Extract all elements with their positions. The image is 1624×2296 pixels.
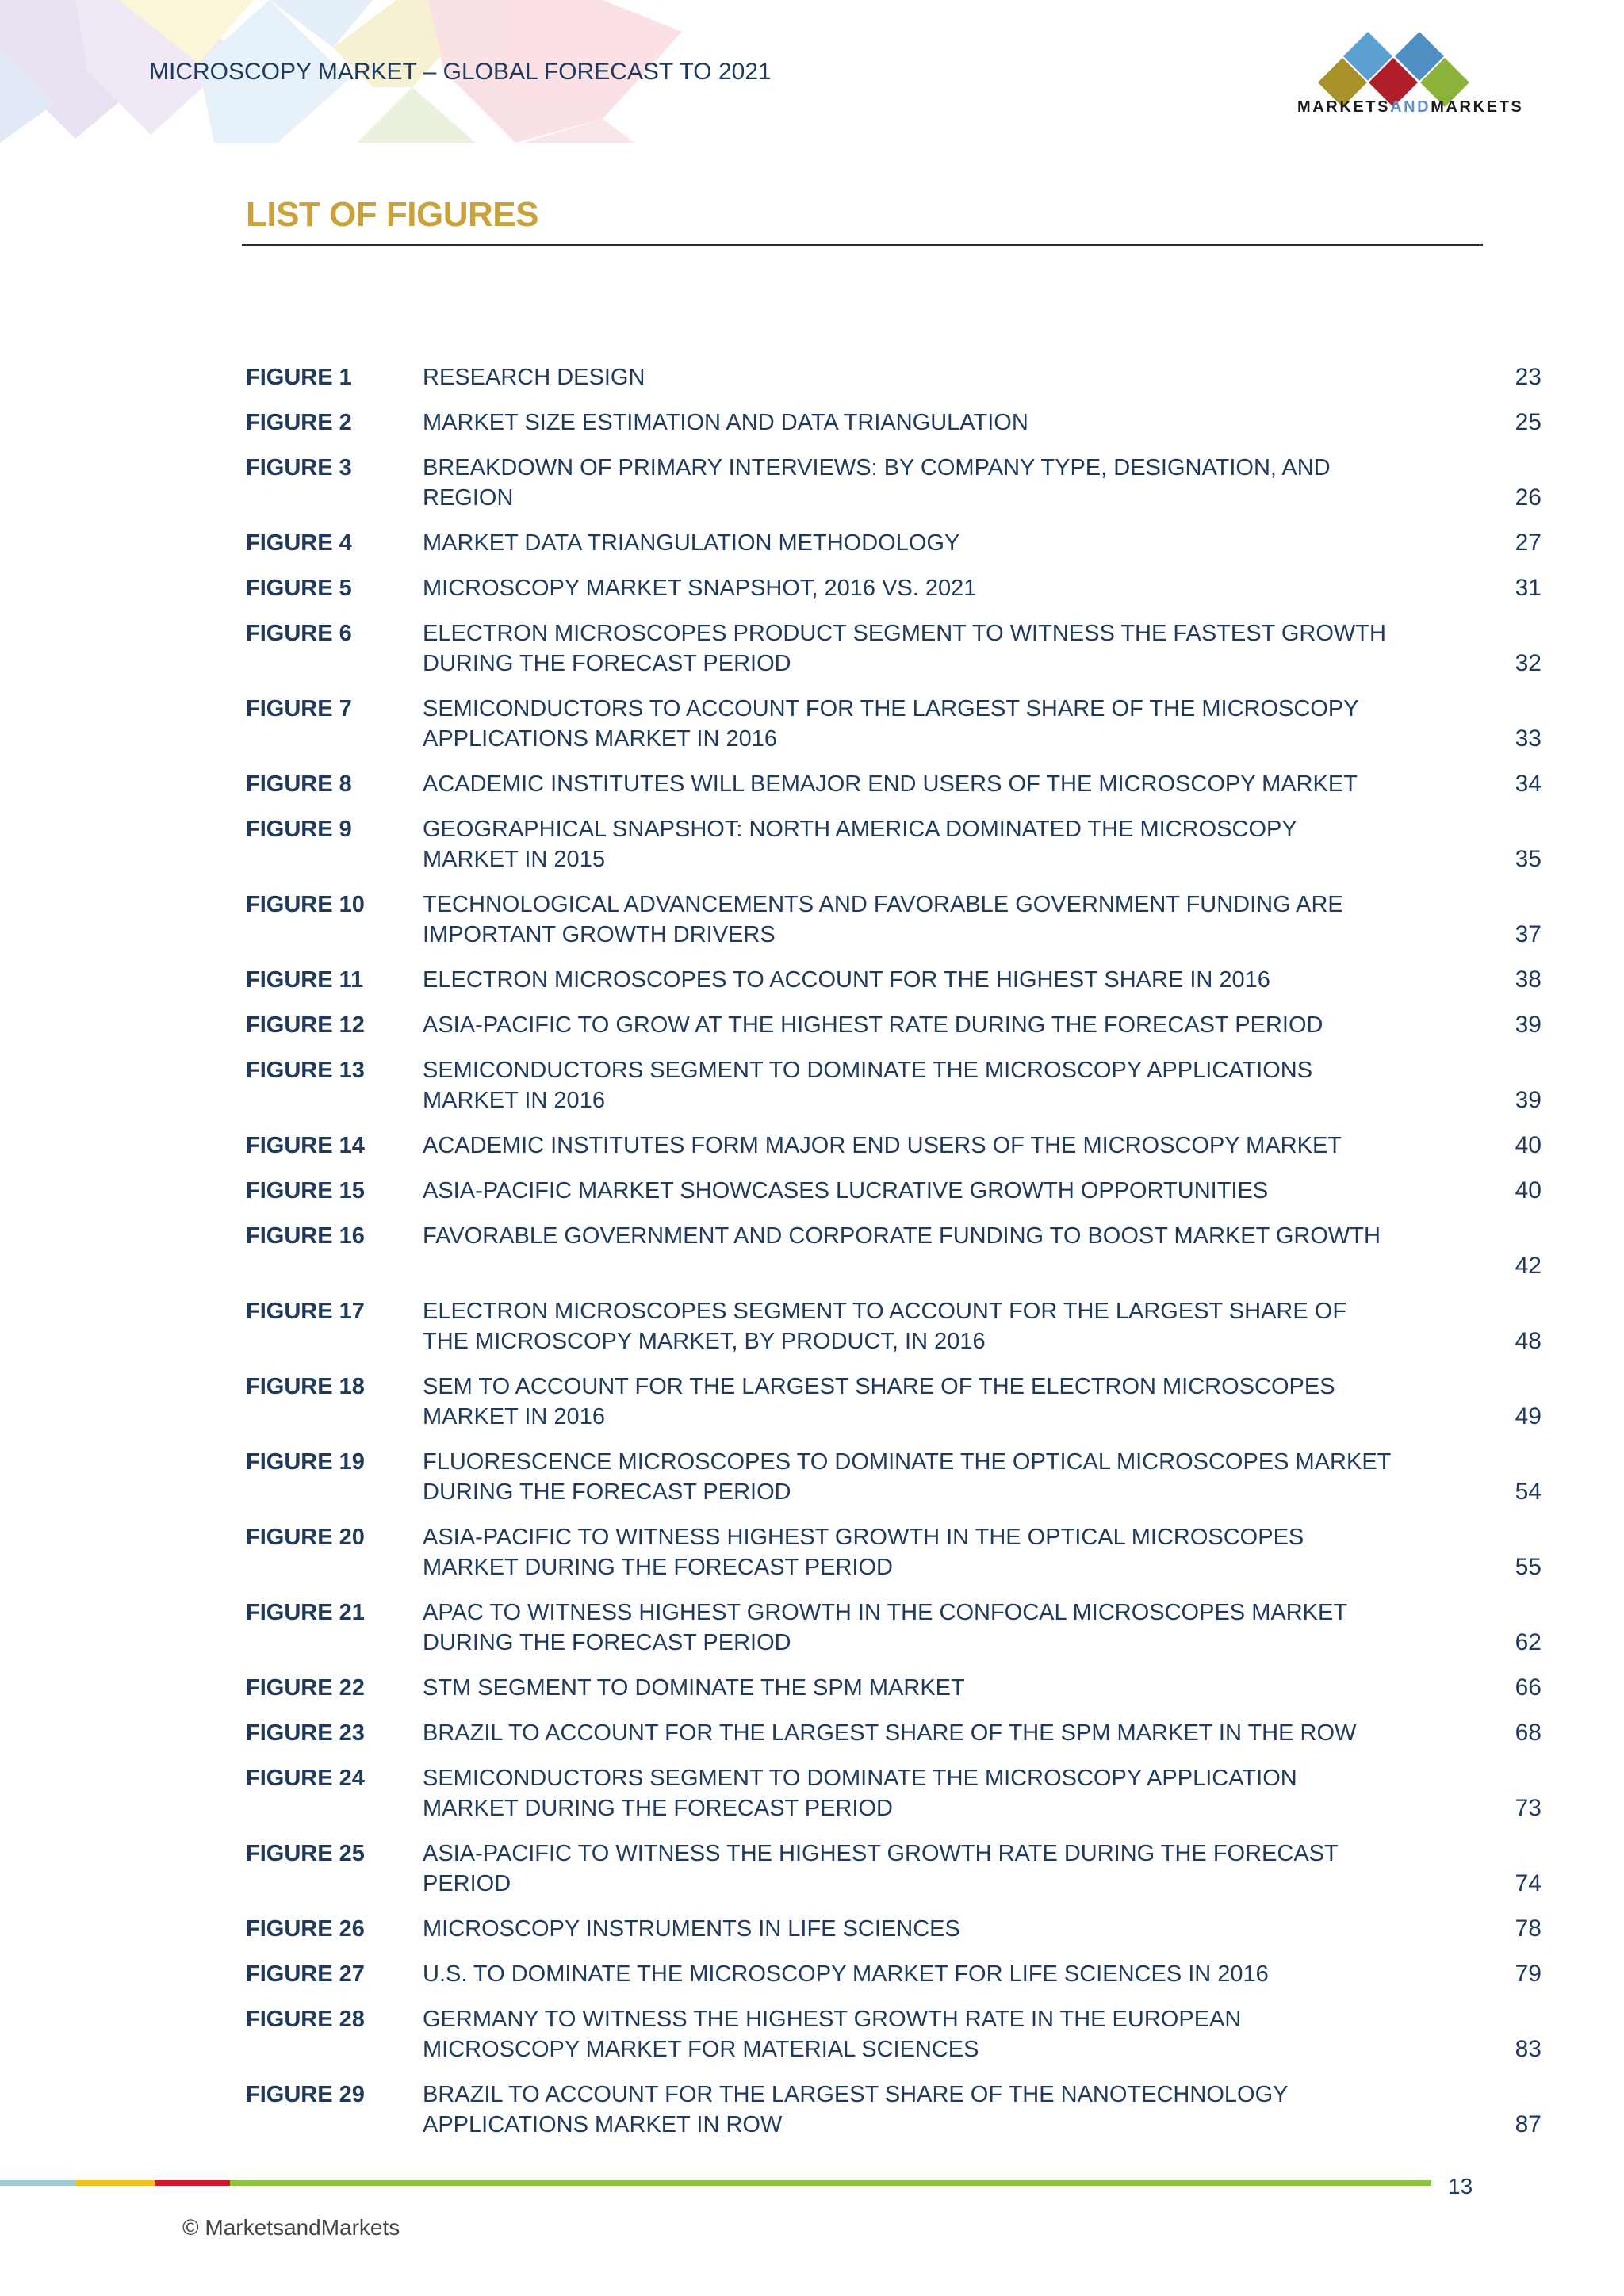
- figure-entry[interactable]: [0, 1522, 1624, 1582]
- figure-title: MARKET DATA TRIANGULATION METHODOLOGY: [423, 530, 960, 556]
- figure-page-number: 87: [1515, 2111, 1542, 2137]
- figure-title: SEM TO ACCOUNT FOR THE LARGEST SHARE OF THE ELECTRON MICROSCOPES MARKET IN 2016: [423, 1374, 1335, 1429]
- figure-entry[interactable]: [0, 1447, 1624, 1507]
- figure-page-number: 55: [1515, 1554, 1542, 1580]
- figure-label: FIGURE 24: [246, 1766, 365, 1791]
- figure-label: FIGURE 6: [246, 621, 352, 646]
- figure-title: ASIA-PACIFIC TO WITNESS HIGHEST GROWTH IN THE OPTICAL MICROSCOPES MARKET DURING THE FORECAST PERIOD: [423, 1525, 1304, 1580]
- figure-label: FIGURE 1: [246, 365, 352, 390]
- figure-page-number: 68: [1515, 1720, 1542, 1746]
- section-title: LIST OF FIGURES: [246, 195, 538, 234]
- figure-page-number: 49: [1515, 1403, 1542, 1429]
- figure-title: GEOGRAPHICAL SNAPSHOT: NORTH AMERICA DOMINATED THE MICROSCOPY MARKET IN 2015: [423, 817, 1297, 872]
- figure-label: FIGURE 25: [246, 1841, 365, 1866]
- figure-label: FIGURE 20: [246, 1525, 365, 1550]
- figure-title: SEMICONDUCTORS SEGMENT TO DOMINATE THE MICROSCOPY APPLICATION MARKET DURING THE FORECAST PERIOD: [423, 1766, 1297, 1821]
- figure-title: TECHNOLOGICAL ADVANCEMENTS AND FAVORABLE GOVERNMENT FUNDING ARE IMPORTANT GROWTH DRIVERS: [423, 892, 1343, 947]
- figure-entry[interactable]: [0, 573, 1624, 603]
- figure-page-number: 48: [1515, 1328, 1542, 1354]
- figure-title: GERMANY TO WITNESS THE HIGHEST GROWTH RATE IN THE EUROPEAN MICROSCOPY MARKET FOR MATERIAL SCIENCES: [423, 2007, 1242, 2062]
- figure-entry[interactable]: [0, 890, 1624, 950]
- figure-entry[interactable]: [0, 1959, 1624, 1989]
- figure-label: FIGURE 2: [246, 410, 352, 435]
- title-divider: [242, 244, 1483, 246]
- figure-page-number: 37: [1515, 921, 1542, 947]
- figure-title: U.S. TO DOMINATE THE MICROSCOPY MARKET FOR LIFE SCIENCES IN 2016: [423, 1961, 1269, 1987]
- figure-page-number: 40: [1515, 1177, 1542, 1203]
- figure-title: APAC TO WITNESS HIGHEST GROWTH IN THE CONFOCAL MICROSCOPES MARKET DURING THE FORECAST PERIOD: [423, 1600, 1347, 1655]
- figure-label: FIGURE 15: [246, 1178, 365, 1203]
- figure-entry[interactable]: [0, 1839, 1624, 1899]
- figure-entry[interactable]: [0, 528, 1624, 558]
- figure-title: ELECTRON MICROSCOPES PRODUCT SEGMENT TO WITNESS THE FASTEST GROWTH DURING THE FORECAST PERIOD: [423, 621, 1386, 676]
- figure-title: ELECTRON MICROSCOPES TO ACCOUNT FOR THE HIGHEST SHARE IN 2016: [423, 967, 1270, 993]
- figure-entry[interactable]: [0, 1055, 1624, 1115]
- figure-label: FIGURE 12: [246, 1012, 365, 1038]
- figure-entry[interactable]: [0, 965, 1624, 995]
- figure-entry[interactable]: [0, 2004, 1624, 2064]
- footer-color-bar: [0, 2180, 1431, 2186]
- figure-title: FLUORESCENCE MICROSCOPES TO DOMINATE THE OPTICAL MICROSCOPES MARKET DURING THE FORECAST PERIOD: [423, 1449, 1391, 1505]
- figure-page-number: 62: [1515, 1629, 1542, 1655]
- figure-page-number: 83: [1515, 2036, 1542, 2062]
- figure-title: ASIA-PACIFIC TO GROW AT THE HIGHEST RATE DURING THE FORECAST PERIOD: [423, 1012, 1323, 1038]
- figure-label: FIGURE 27: [246, 1961, 365, 1987]
- figure-title: ASIA-PACIFIC MARKET SHOWCASES LUCRATIVE GROWTH OPPORTUNITIES: [423, 1178, 1269, 1203]
- figure-entry[interactable]: [0, 1598, 1624, 1658]
- figure-page-number: 26: [1515, 484, 1542, 511]
- figure-label: FIGURE 13: [246, 1058, 365, 1083]
- figure-page-number: 38: [1515, 966, 1542, 993]
- copyright-notice: © MarketsandMarkets: [182, 2215, 400, 2240]
- figure-page-number: 27: [1515, 530, 1542, 556]
- page-number: 13: [1448, 2174, 1473, 2198]
- figure-label: FIGURE 26: [246, 1916, 365, 1942]
- figure-label: FIGURE 28: [246, 2007, 365, 2032]
- figure-entry[interactable]: [0, 408, 1624, 438]
- figure-label: FIGURE 5: [246, 576, 352, 601]
- figure-title: MICROSCOPY MARKET SNAPSHOT, 2016 VS. 2021: [423, 576, 977, 601]
- figure-entry[interactable]: [0, 694, 1624, 754]
- figure-title: MICROSCOPY INSTRUMENTS IN LIFE SCIENCES: [423, 1916, 960, 1942]
- figure-page-number: 35: [1515, 846, 1542, 872]
- figure-title: BREAKDOWN OF PRIMARY INTERVIEWS: BY COMPANY TYPE, DESIGNATION, AND REGION: [423, 455, 1331, 511]
- figure-title: ACADEMIC INSTITUTES FORM MAJOR END USERS OF THE MICROSCOPY MARKET: [423, 1133, 1342, 1158]
- figure-page-number: 32: [1515, 650, 1542, 676]
- figure-label: FIGURE 29: [246, 2082, 365, 2107]
- figure-page-number: 39: [1515, 1012, 1542, 1038]
- logo-text-markets: MARKETS: [1297, 98, 1391, 116]
- figure-entry[interactable]: [0, 453, 1624, 513]
- figure-entry[interactable]: [0, 1131, 1624, 1161]
- figure-label: FIGURE 14: [246, 1133, 365, 1158]
- figure-title: SEMICONDUCTORS TO ACCOUNT FOR THE LARGEST SHARE OF THE MICROSCOPY APPLICATIONS MARKET IN 2016: [423, 696, 1359, 752]
- figure-title: BRAZIL TO ACCOUNT FOR THE LARGEST SHARE OF THE NANOTECHNOLOGY APPLICATIONS MARKET IN ROW: [423, 2082, 1288, 2137]
- figure-label: FIGURE 17: [246, 1299, 365, 1324]
- figure-page-number: 79: [1515, 1961, 1542, 1987]
- figure-page-number: 78: [1515, 1915, 1542, 1942]
- figure-entry[interactable]: [0, 769, 1624, 799]
- figure-title: ASIA-PACIFIC TO WITNESS THE HIGHEST GROWTH RATE DURING THE FORECAST PERIOD: [423, 1841, 1339, 1896]
- figure-page-number: 54: [1515, 1479, 1542, 1505]
- figure-title: BRAZIL TO ACCOUNT FOR THE LARGEST SHARE OF THE SPM MARKET IN THE ROW: [423, 1720, 1357, 1746]
- figure-title: FAVORABLE GOVERNMENT AND CORPORATE FUNDING TO BOOST MARKET GROWTH: [423, 1223, 1381, 1249]
- figure-label: FIGURE 18: [246, 1374, 365, 1399]
- figure-entry[interactable]: [0, 814, 1624, 874]
- figure-page-number: 42: [1515, 1253, 1542, 1279]
- document-header-title: MICROSCOPY MARKET – GLOBAL FORECAST TO 2021: [149, 59, 772, 85]
- figure-label: FIGURE 4: [246, 530, 352, 556]
- figure-entry[interactable]: [0, 1718, 1624, 1748]
- figure-entry[interactable]: [0, 1673, 1624, 1703]
- figure-label: FIGURE 19: [246, 1449, 365, 1475]
- figure-entry[interactable]: [0, 1296, 1624, 1357]
- figure-page-number: 40: [1515, 1132, 1542, 1158]
- figure-title: SEMICONDUCTORS SEGMENT TO DOMINATE THE MICROSCOPY APPLICATIONS MARKET IN 2016: [423, 1058, 1313, 1113]
- figure-page-number: 25: [1515, 409, 1542, 435]
- figure-entry[interactable]: [0, 362, 1624, 392]
- figure-label: FIGURE 22: [246, 1675, 365, 1701]
- figure-entry[interactable]: [0, 618, 1624, 679]
- logo-wordmark: [1297, 98, 1583, 117]
- figure-title: RESEARCH DESIGN: [423, 365, 645, 390]
- figure-entry[interactable]: [0, 1914, 1624, 1944]
- figure-page-number: 66: [1515, 1674, 1542, 1701]
- figure-label: FIGURE 3: [246, 455, 352, 480]
- figure-label: FIGURE 11: [246, 967, 364, 993]
- figure-page-number: 34: [1515, 771, 1542, 797]
- logo-text-markets-2: MARKETS: [1431, 98, 1524, 116]
- figure-label: FIGURE 16: [246, 1223, 365, 1249]
- figure-entry[interactable]: [0, 2080, 1624, 2140]
- figure-label: FIGURE 23: [246, 1720, 365, 1746]
- figure-page-number: 23: [1515, 364, 1542, 390]
- logo-text-and: AND: [1390, 98, 1431, 116]
- figure-entry[interactable]: [0, 1372, 1624, 1432]
- figure-label: FIGURE 21: [246, 1600, 365, 1625]
- figure-title: MARKET SIZE ESTIMATION AND DATA TRIANGULATION: [423, 410, 1028, 435]
- figure-entry[interactable]: [0, 1176, 1624, 1206]
- figure-label: FIGURE 10: [246, 892, 365, 917]
- figure-page-number: 31: [1515, 575, 1542, 601]
- figure-title: ELECTRON MICROSCOPES SEGMENT TO ACCOUNT FOR THE LARGEST SHARE OF THE MICROSCOPY MARKET, BY PRODUCT, IN 2016: [423, 1299, 1347, 1354]
- figure-entry[interactable]: [0, 1010, 1624, 1040]
- figure-title: STM SEGMENT TO DOMINATE THE SPM MARKET: [423, 1675, 965, 1701]
- figure-page-number: 74: [1515, 1870, 1542, 1896]
- figure-page-number: 33: [1515, 725, 1542, 752]
- figure-title: ACADEMIC INSTITUTES WILL BEMAJOR END USERS OF THE MICROSCOPY MARKET: [423, 771, 1358, 797]
- figure-label: FIGURE 8: [246, 771, 352, 797]
- figure-page-number: 39: [1515, 1087, 1542, 1113]
- figure-entry[interactable]: [0, 1763, 1624, 1823]
- figure-label: FIGURE 9: [246, 817, 352, 842]
- figure-entry[interactable]: [0, 1221, 1624, 1281]
- figure-label: FIGURE 7: [246, 696, 352, 721]
- figure-page-number: 73: [1515, 1795, 1542, 1821]
